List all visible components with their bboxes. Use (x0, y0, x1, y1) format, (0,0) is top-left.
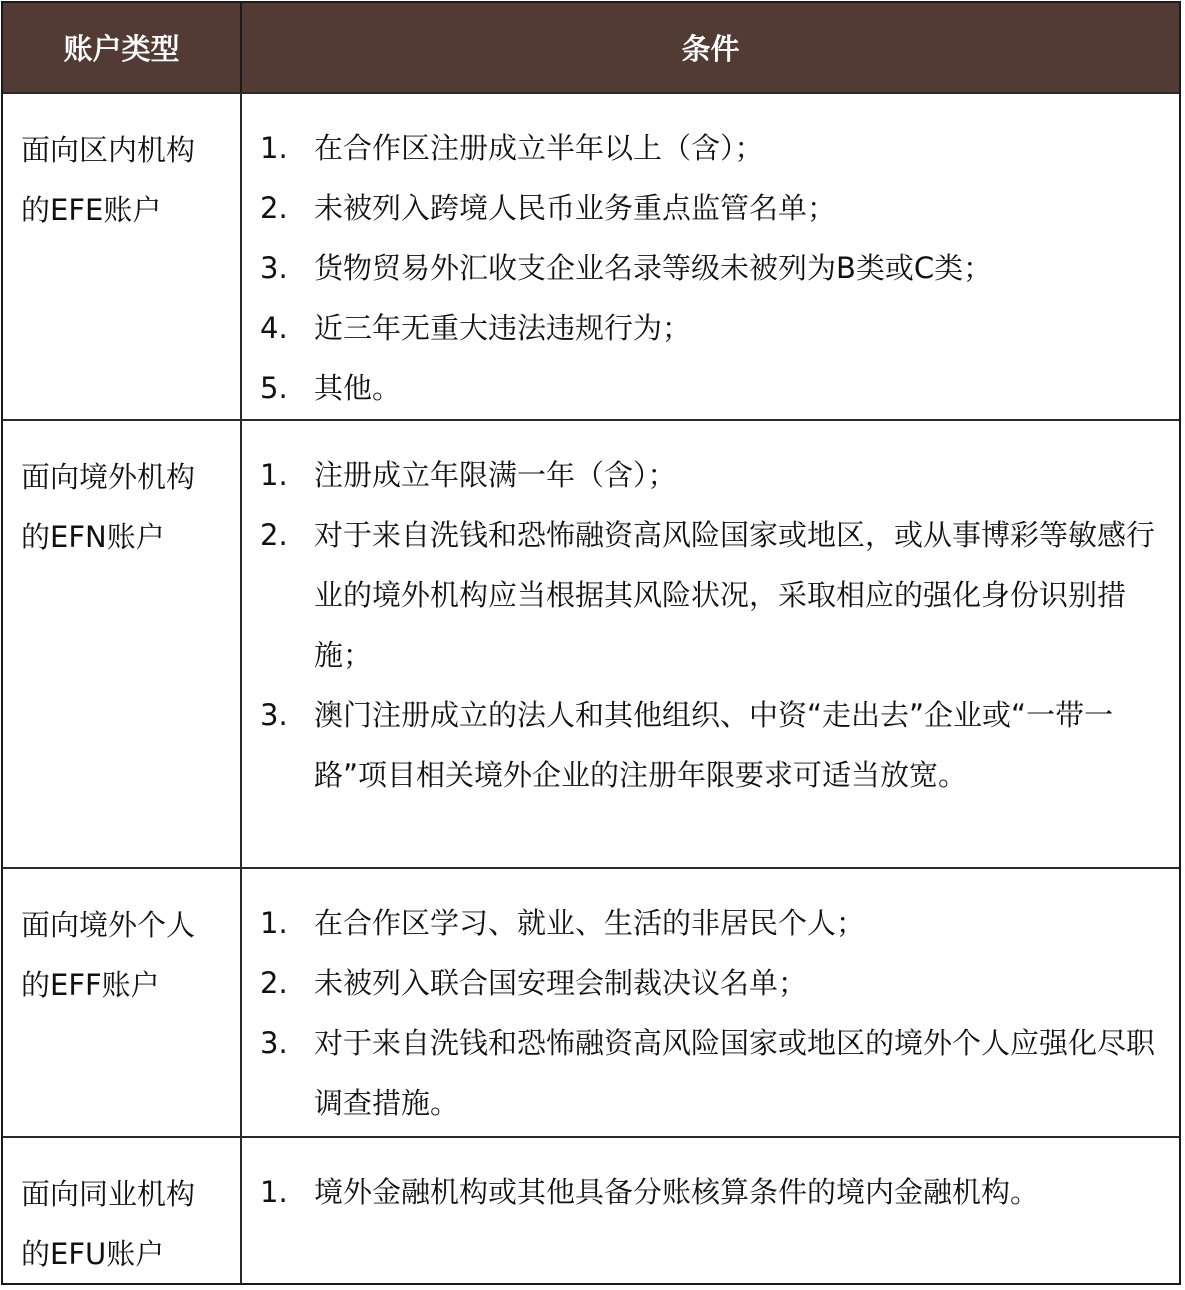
table-row-efe (3, 92, 1179, 419)
condition-text: 在合作区注册成立半年以上（含）； (314, 131, 764, 165)
condition-number: 2. (260, 191, 288, 225)
account-type-cell (3, 94, 242, 419)
condition-number: 1. (260, 131, 288, 165)
condition-number: 3. (260, 251, 288, 285)
condition-item (260, 505, 1165, 685)
account-type-line: 面向同业机构 (21, 1177, 196, 1211)
condition-text: 对于来自洗钱和恐怖融资高风险国家或地区的境外个人应强化尽职调查措施。 (314, 1026, 1156, 1120)
condition-item (260, 445, 1165, 505)
account-type-cell (3, 869, 242, 1136)
condition-number: 1. (260, 458, 288, 492)
condition-number: 4. (260, 311, 288, 345)
conditions-cell (242, 1138, 1179, 1283)
condition-text: 对于来自洗钱和恐怖融资高风险国家或地区，或从事博彩等敏感行业的境外机构应当根据其风险状况，采取相应的强化身份识别措施； (314, 518, 1156, 672)
condition-item (260, 358, 1165, 418)
condition-text: 澳门注册成立的法人和其他组织、中资“走出去”企业或“一带一路”项目相关境外企业的注册年限要求可适当放宽。 (314, 698, 1114, 792)
condition-text: 未被列入联合国安理会制裁决议名单； (314, 966, 808, 1000)
account-type-line: 的EFF账户 (21, 968, 160, 1002)
account-type-cell (3, 1138, 242, 1283)
condition-item (260, 178, 1165, 238)
condition-number: 2. (260, 518, 288, 552)
account-type-line: 面向境外机构 (21, 460, 196, 494)
condition-item (260, 1013, 1165, 1133)
table-header-row (3, 3, 1179, 92)
account-type-line: 面向区内机构 (21, 133, 196, 167)
condition-item (260, 298, 1165, 358)
condition-item (260, 238, 1165, 298)
table-row-efu (3, 1136, 1179, 1283)
account-type-line: 的EFN账户 (21, 520, 165, 554)
condition-number: 5. (260, 371, 288, 405)
condition-text: 近三年无重大违法违规行为； (314, 311, 692, 345)
condition-text: 境外金融机构或其他具备分账核算条件的境内金融机构。 (314, 1175, 1040, 1209)
header-conditions: 条件 (681, 32, 740, 66)
account-type-line: 面向境外个人 (21, 908, 196, 942)
condition-number: 2. (260, 966, 288, 1000)
condition-text: 未被列入跨境人民币业务重点监管名单； (314, 191, 837, 225)
header-account-type: 账户类型 (3, 3, 242, 92)
account-type-line: 的EFU账户 (21, 1237, 165, 1271)
condition-item (260, 685, 1165, 805)
condition-number: 1. (260, 1175, 288, 1209)
condition-item (260, 1162, 1165, 1222)
condition-number: 1. (260, 906, 288, 940)
condition-number: 3. (260, 1026, 288, 1060)
condition-text: 注册成立年限满一年（含）； (314, 458, 677, 492)
table-row-efn (3, 419, 1179, 867)
account-type-cell (3, 421, 242, 867)
condition-text: 其他。 (314, 371, 402, 405)
condition-text: 在合作区学习、就业、生活的非居民个人； (314, 906, 866, 940)
account-type-line: 的EFE账户 (21, 193, 162, 227)
condition-item (260, 953, 1165, 1013)
conditions-cell (242, 421, 1179, 867)
condition-item (260, 893, 1165, 953)
condition-item (260, 118, 1165, 178)
conditions-cell (242, 869, 1179, 1136)
account-conditions-table (1, 1, 1181, 1285)
conditions-cell (242, 94, 1179, 419)
condition-text: 货物贸易外汇收支企业名录等级未被列为B类或C类； (314, 251, 993, 285)
table-row-eff (3, 867, 1179, 1136)
condition-number: 3. (260, 698, 288, 732)
